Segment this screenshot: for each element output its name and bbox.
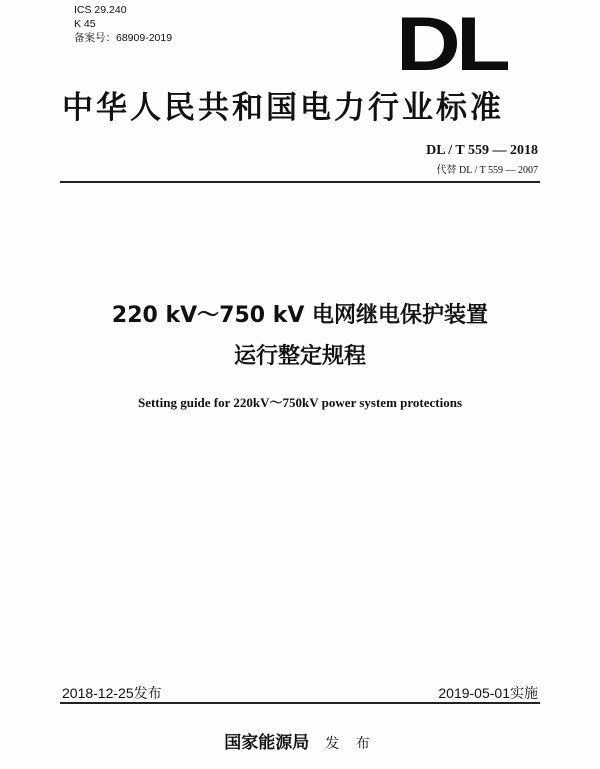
ics-code: ICS 29.240: [74, 4, 127, 16]
classification-info: [74, 3, 172, 45]
publisher-line: [0, 728, 600, 753]
standard-number: DL / T 559 — 2018: [426, 143, 538, 158]
document-title-line2: 运行整定规程: [233, 344, 366, 369]
top-divider: [60, 181, 540, 183]
industry-standard-title: 中华人民共和国电力行业标准: [62, 90, 504, 126]
publish-action: 发 布: [325, 736, 376, 752]
dl-logo: DL: [396, 2, 507, 87]
replaces-standard: 代替 DL / T 559 — 2007: [436, 165, 538, 176]
document-title-english: Setting guide for 220kV～750kV power system protections: [137, 395, 463, 410]
document-title-line1: 220 kV～750 kV 电网继电保护装置: [111, 303, 489, 328]
bottom-divider: [60, 702, 540, 704]
record-number: 备案号：68909-2019: [74, 32, 173, 44]
publisher-name: 国家能源局: [224, 733, 310, 753]
effective-date: 2019-05-01实施: [438, 685, 538, 701]
ccs-code: K 45: [74, 18, 96, 30]
issue-date: 2018-12-25发布: [62, 685, 162, 701]
